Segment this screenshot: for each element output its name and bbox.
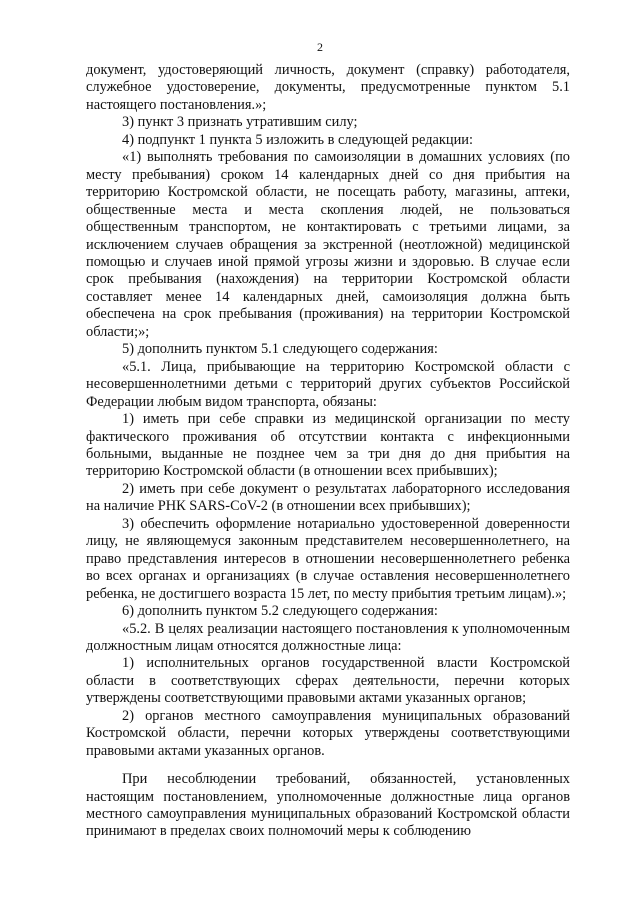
paragraph-clause-5-1-sub-1: 1) иметь при себе справки из медицинской организации по месту фактического проживания об отсутствии контакта с инфекционными больными, выданные не позднее чем за три дня до дня прибытия на территорию Костромской области (в отношении всех прибывших); <box>86 411 570 480</box>
paragraph-clause-5-2-sub-2: 2) органов местного самоуправления муниципальных образований Костромской области, перечни которых утверждены соответствующими правовыми актами указанных органов. <box>86 707 570 759</box>
paragraph-item-5: 5) дополнить пунктом 5.1 следующего содержания: <box>122 341 438 358</box>
document-body <box>86 62 570 841</box>
page-number: 2 <box>317 40 323 54</box>
paragraph-clause-5-1-sub-3: 3) обеспечить оформление нотариально удостоверенной доверенности лицу, не являющемуся законным представителем несовершеннолетнего, на право представления интересов в отношении несовершеннолетнего ребенка во всех органах и организациях (в случае оставления несовершеннолетнего ребенка, не достигшего возраста 15 лет, по месту прибытия третьим лицам).»; <box>86 515 570 602</box>
paragraph-noncompliance: При несоблюдении требований, обязанностей, установленных настоящим постановлением, уполномоченные должностные лица органов местного самоуправления муниципальных образований Костромской области принимают в пределах своих полномочий меры к соблюдению <box>86 771 570 840</box>
paragraph-item-6: 6) дополнить пунктом 5.2 следующего содержания: <box>122 603 438 620</box>
paragraph-clause-5-1: «5.1. Лица, прибывающие на территорию Костромской области с несовершеннолетними детьми с территорий других субъектов Российской Федерации любым видом транспорта, обязаны: <box>86 358 570 410</box>
paragraph-clause-5-2: «5.2. В целях реализации настоящего постановления к уполномоченным должностным лицам относятся должностные лица: <box>86 620 570 654</box>
paragraph-item-3: 3) пункт 3 признать утратившим силу; <box>122 114 358 131</box>
paragraph-clause-5-1-sub-2: 2) иметь при себе документ о результатах лабораторного исследования на наличие РНК SARS-CoV-2 (в отношении всех прибывших); <box>86 480 570 515</box>
paragraph-quoted-subitem-1: «1) выполнять требования по самоизоляции в домашних условиях (по месту пребывания) сроком 14 календарных дней со дня прибытия на территорию Костромской области, не посещать работу, магазины, аптеки, общественные места и места скопления людей, не пользоваться общественным транспортом, не контактировать с третьими лицами, за исключением случаев обращения за экстренной (неотложной) медицинской помощью и случаев иной прямой угрозы жизни и здоровью. В случае если срок пребывания (нахождения) на территории Костромской области составляет менее 14 календарных дней, самоизоляция должна быть обеспечена на срок пребывания (проживания) на территории Костромской области;»; <box>86 149 570 340</box>
paragraph-clause-5-2-sub-1: 1) исполнительных органов государственной власти Костромской области в соответствующих сферах деятельности, перечни которых утверждены соответствующими правовыми актами указанных органов; <box>86 655 570 707</box>
paragraph-continuation: документ, удостоверяющий личность, документ (справку) работодателя, служебное удостоверение, документы, предусмотренные пунктом 5.1 настоящего постановления.»; <box>86 62 570 113</box>
paragraph-item-4: 4) подпункт 1 пункта 5 изложить в следующей редакции: <box>122 131 473 148</box>
